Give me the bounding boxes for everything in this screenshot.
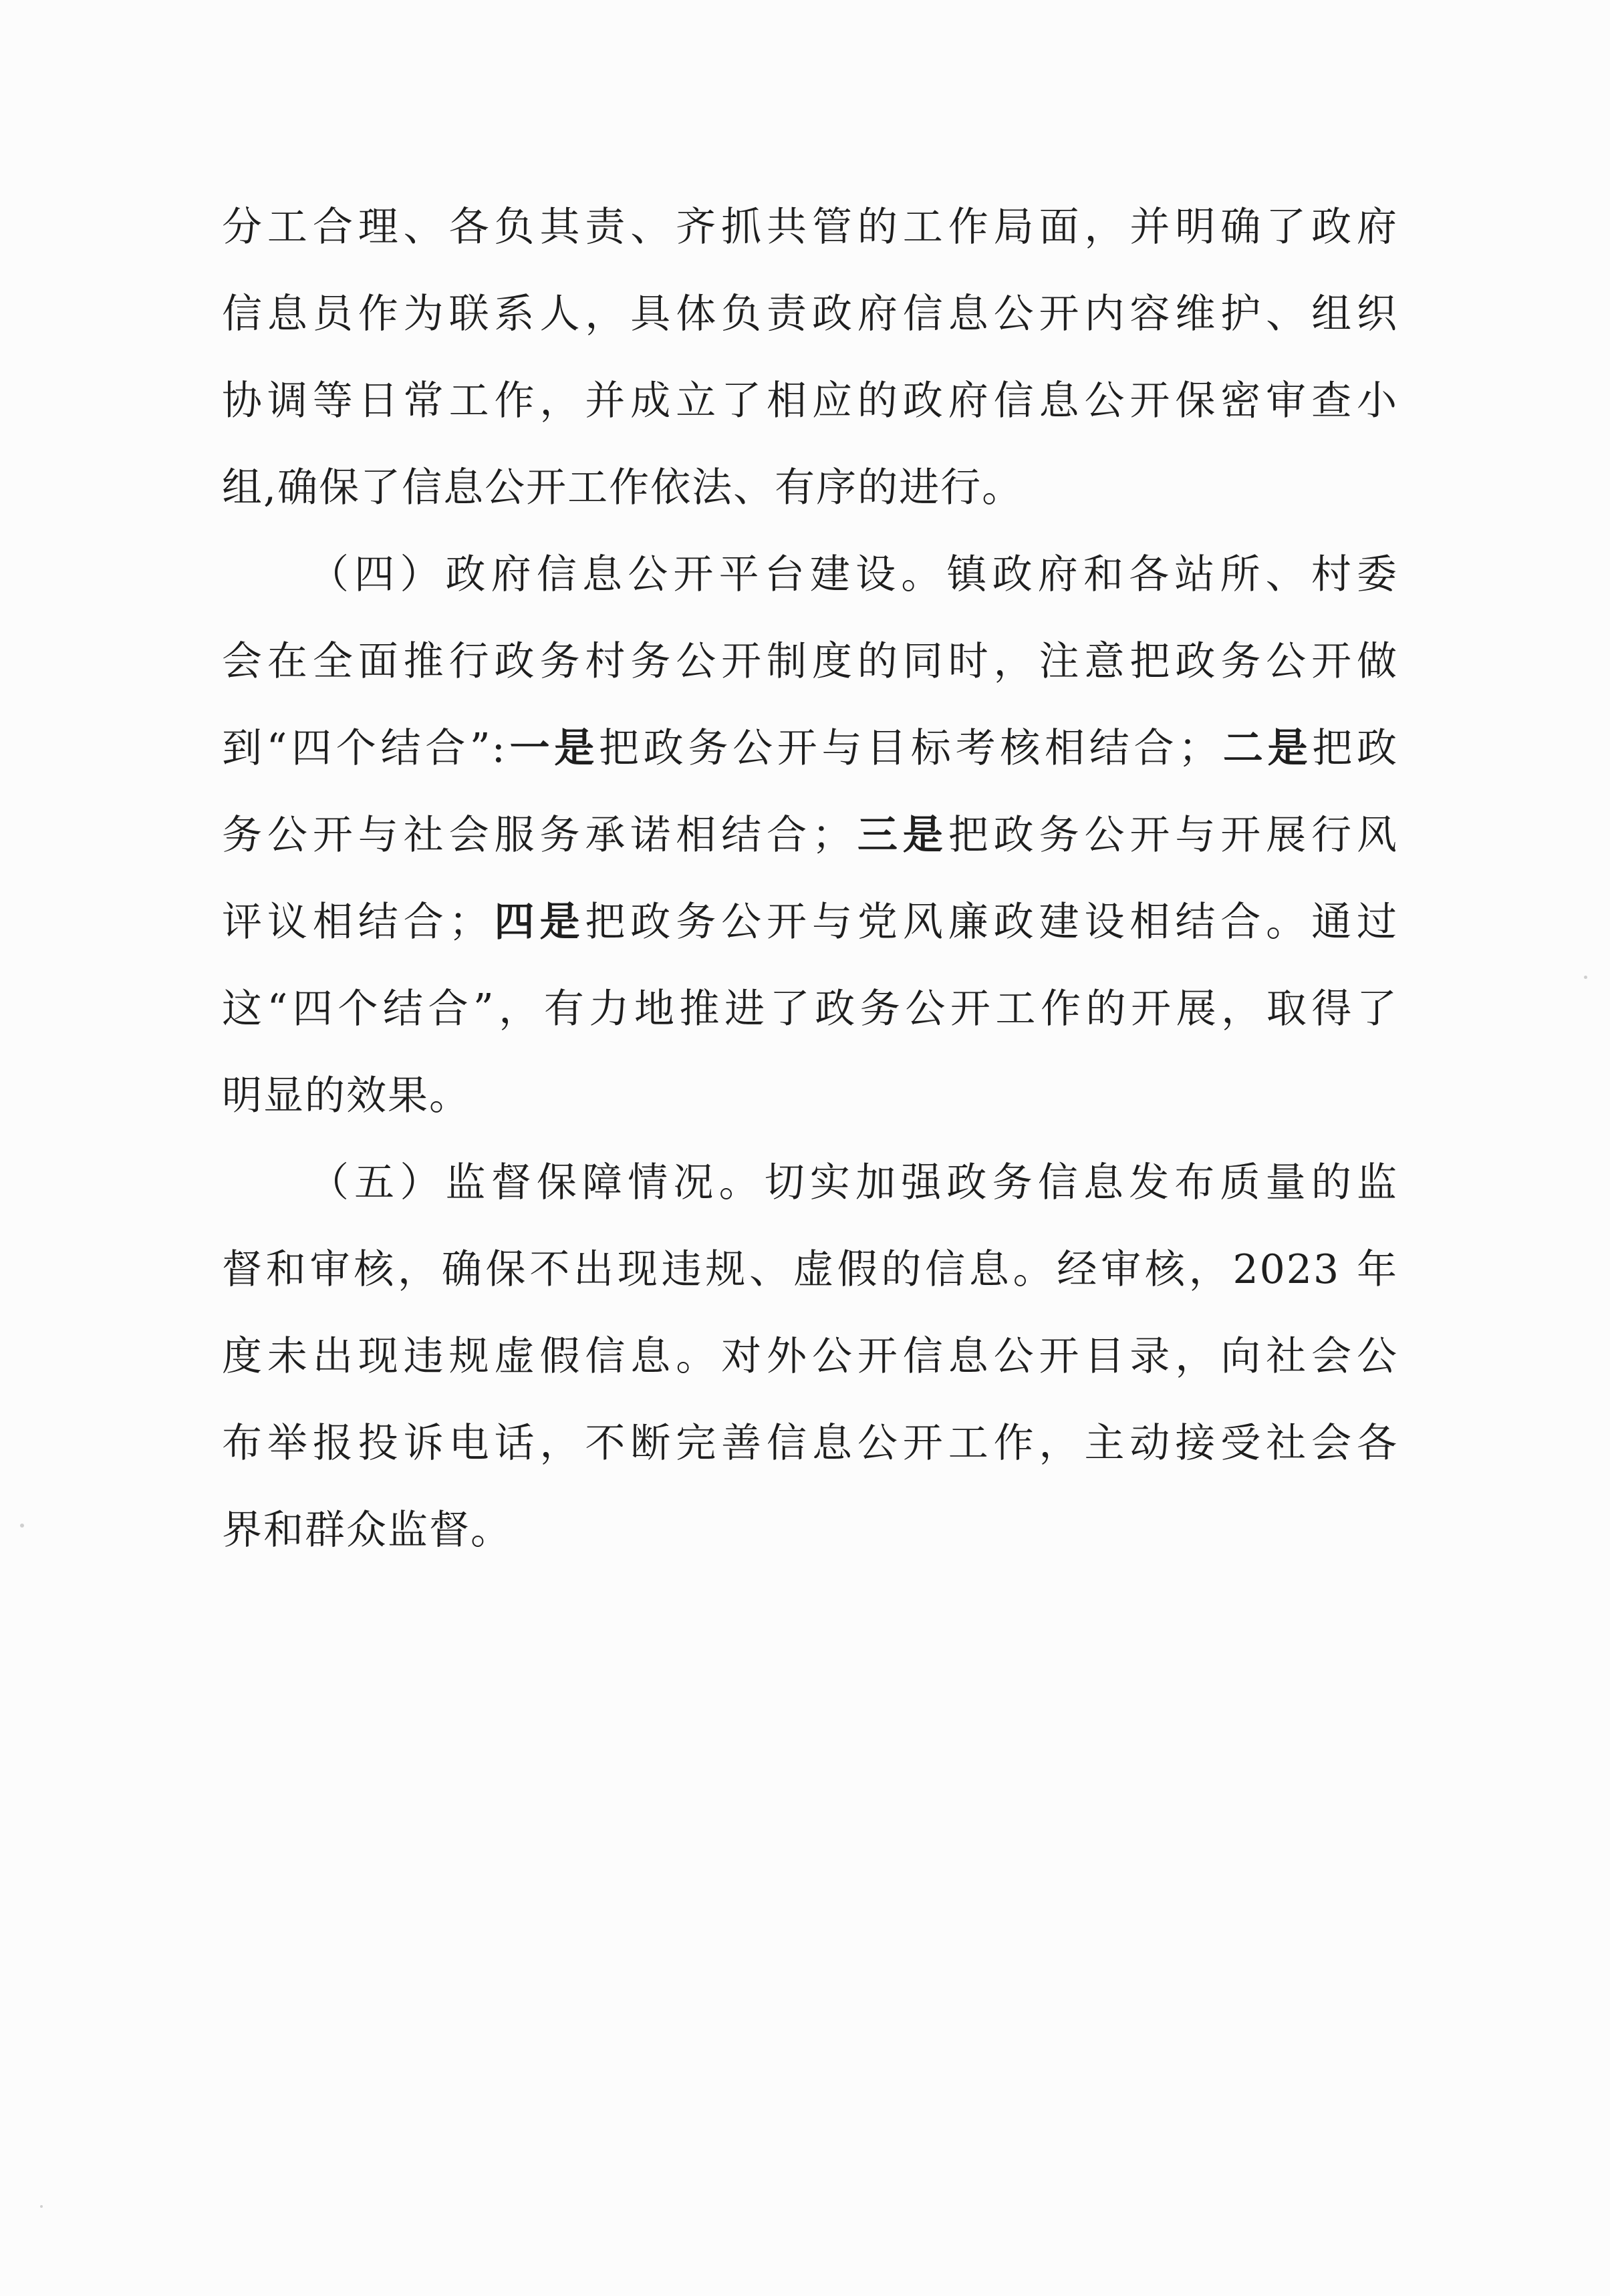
text-segment: 把政务公开与开展行风 xyxy=(948,812,1398,859)
emphasis-fourth: 四是 xyxy=(490,899,585,946)
paragraph-2-line-1: （四）政府信息公开平台建设。镇政府和各站所、村委 xyxy=(309,551,1398,598)
scan-speck xyxy=(1584,976,1587,979)
paragraph-1-line-2: 信息员作为联系人，具体负责政府信息公开内容维护、组织 xyxy=(222,291,1398,337)
paragraph-2-line-3 xyxy=(222,722,1398,775)
paragraph-3-line-2: 督和审核，确保不出现违规、虚假的信息。经审核，2023 年 xyxy=(222,1246,1398,1293)
text-segment: 把政 xyxy=(1312,725,1398,772)
paragraph-1-line-3: 协调等日常工作，并成立了相应的政府信息公开保密审查小 xyxy=(222,378,1398,424)
text-segment: 把政务公开与党风廉政建设相结合。通过 xyxy=(585,899,1398,946)
paragraph-3-line-5: 界和群众监督。 xyxy=(222,1507,512,1554)
paragraph-2-line-6: 这“四个结合”，有力地推进了政务公开工作的开展，取得了 xyxy=(222,986,1398,1032)
text-segment: 评议相结合； xyxy=(222,899,491,946)
emphasis-first: 一是 xyxy=(506,725,599,772)
paragraph-3-line-3: 度未出现违规虚假信息。对外公开信息公开目录，向社会公 xyxy=(222,1333,1398,1380)
paragraph-1-line-4: 组,确保了信息公开工作依法、有序的进行。 xyxy=(222,464,1024,511)
emphasis-third: 三是 xyxy=(853,812,948,859)
text-segment: 务公开与社会服务承诺相结合； xyxy=(222,812,853,859)
paragraph-2-line-2: 会在全面推行政务村务公开制度的同时，注意把政务公开做 xyxy=(222,638,1398,685)
paragraph-2-line-4 xyxy=(222,809,1398,862)
paragraph-3-line-1: （五）监督保障情况。切实加强政务信息发布质量的监 xyxy=(309,1159,1398,1206)
text-segment: 把政务公开与目标考核相结合； xyxy=(598,725,1220,772)
paragraph-2-line-7: 明显的效果。 xyxy=(222,1072,471,1119)
scan-speck xyxy=(40,2205,43,2208)
paragraph-2-line-5 xyxy=(222,895,1398,949)
paragraph-1-line-1: 分工合理、各负其责、齐抓共管的工作局面，并明确了政府 xyxy=(222,204,1398,251)
paragraph-3-line-4: 布举报投诉电话，不断完善信息公开工作，主动接受社会各 xyxy=(222,1420,1398,1467)
text-segment: 到“四个结合”: xyxy=(222,725,507,772)
scan-speck xyxy=(20,1524,24,1528)
emphasis-second: 二是 xyxy=(1220,725,1313,772)
